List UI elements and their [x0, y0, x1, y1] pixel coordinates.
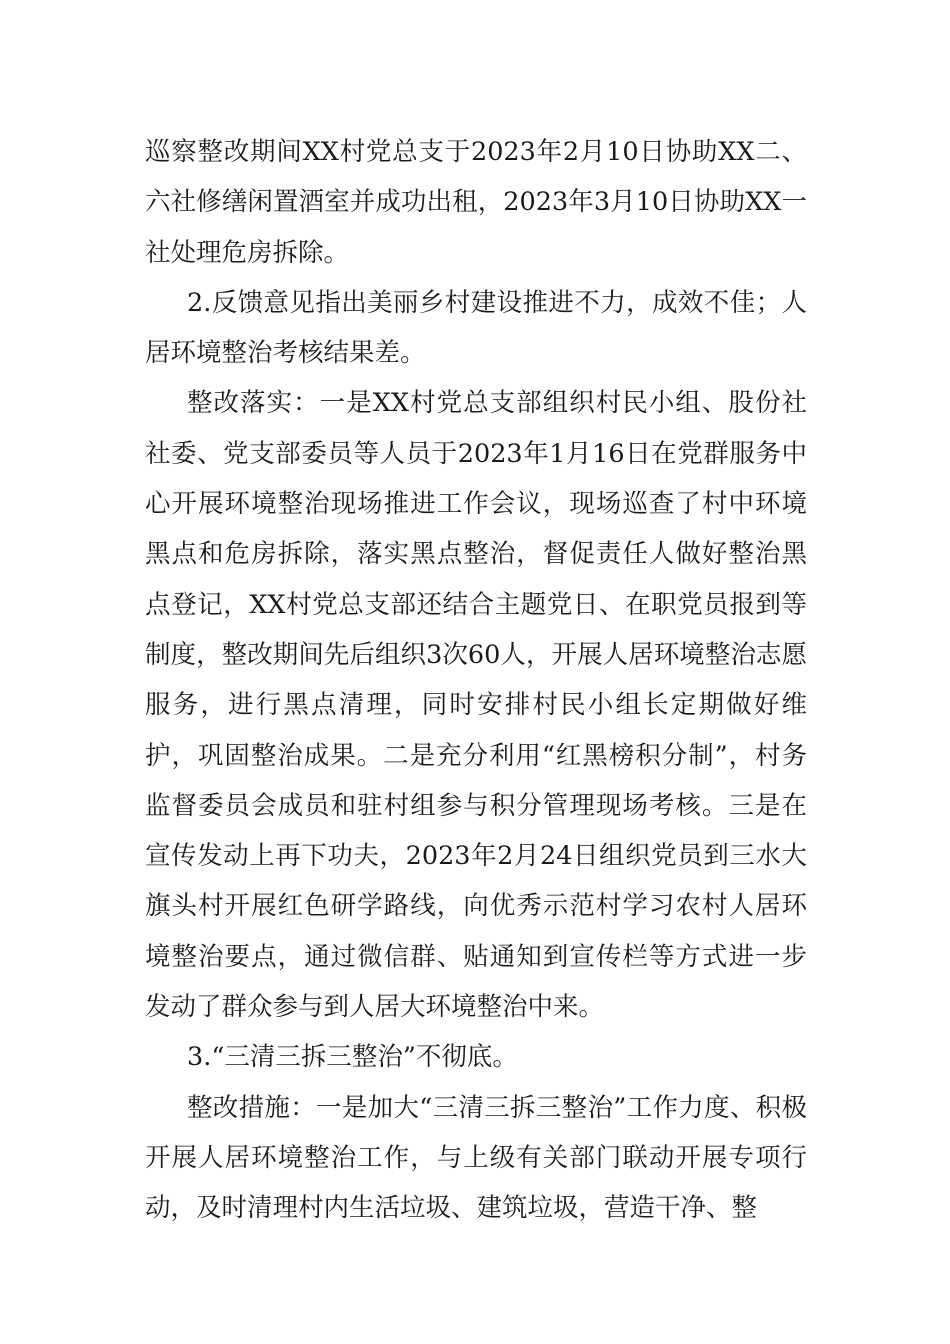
paragraph-item-3-heading: 3.“三清三拆三整治”不彻底。 — [187, 1042, 518, 1073]
paragraph-item-2-heading: 2.反馈意见指出美丽乡村建设推进不力，成效不佳；人居环境整治考核结果差。 — [145, 287, 807, 369]
paragraph-rectification-measures: 整改措施：一是加大“三清三拆三整治”工作力度、积极开展人居环境整治工作，与上级有关部门联动开展专项行动，及时清理村内生活垃圾、建筑垃圾，营造干净、整 — [145, 1092, 807, 1224]
document-body — [145, 127, 807, 1234]
paragraph-continuation: 巡察整改期间XX村党总支于2023年2月10日协助XX二、六社修缮闲置酒室并成功出租，2023年3月10日协助XX一社处理危房拆除。 — [145, 137, 807, 268]
paragraph-rectification-implementation: 整改落实：一是XX村党总支部组织村民小组、股份社社委、党支部委员等人员于2023年1月16日在党群服务中心开展环境整治现场推进工作会议，现场巡查了村中环境黑点和危房拆除，落实黑点整治，督促责任人做好整治黑点登记，XX村党总支部还结合主题党日、在职党员报到等制度，整改期间先后组织3次60人，开展人居环境整治志愿服务，进行黑点清理，同时安排村民小组长定期做好维护，巩固整治成果。二是充分利用“红黑榜积分制”，村务监督委员会成员和驻村组参与积分管理现场考核。三是在宣传发动上再下功夫，2023年2月24日组织党员到三水大旗头村开展红色研学路线，向优秀示范村学习农村人居环境整治要点，通过微信群、贴通知到宣传栏等方式进一步发动了群众参与到人居大环境整治中来。 — [145, 388, 807, 1023]
